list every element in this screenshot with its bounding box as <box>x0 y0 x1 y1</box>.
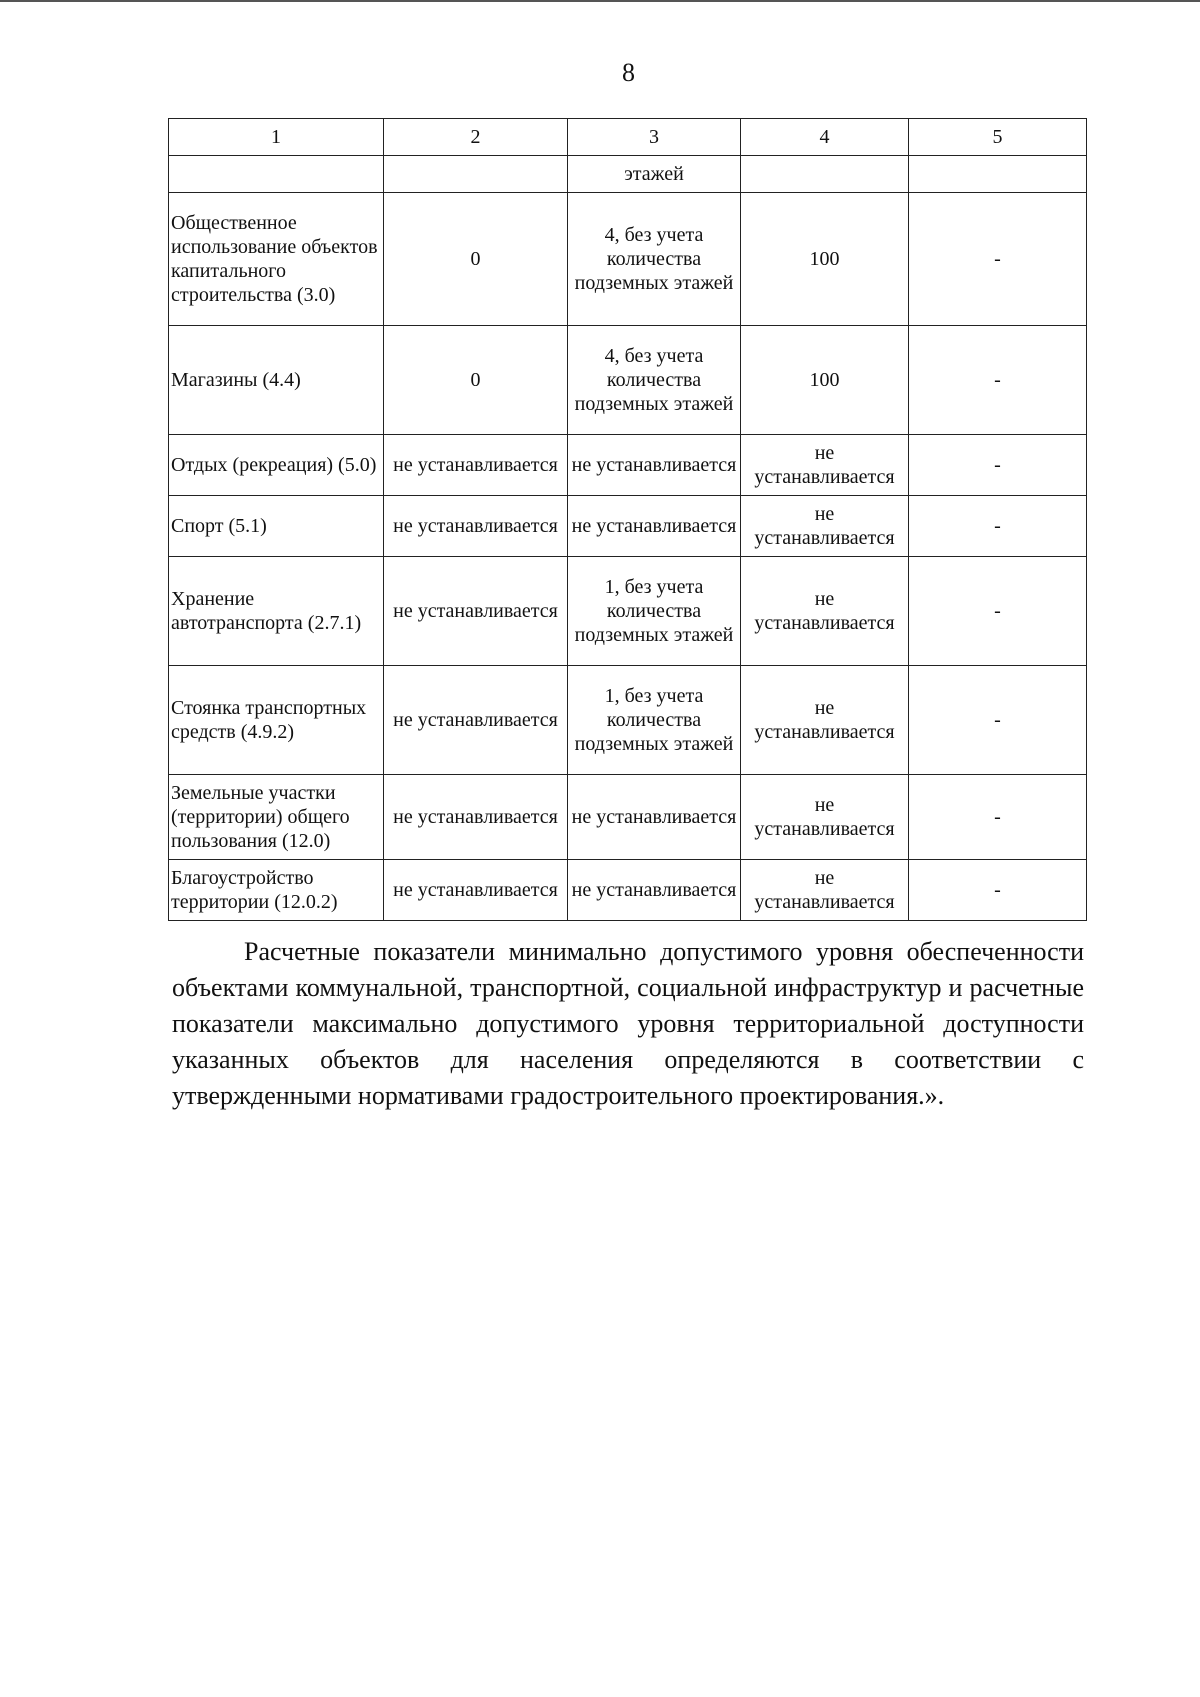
table-cell: не устанавливается <box>741 775 909 860</box>
page-number: 8 <box>622 58 635 87</box>
header-cell: 3 <box>568 119 741 156</box>
table-row <box>169 435 1087 496</box>
parameters-table <box>168 118 1087 921</box>
table-row <box>169 557 1087 666</box>
table-cell: - <box>909 666 1087 775</box>
table-row <box>169 666 1087 775</box>
table-cell: 0 <box>384 193 568 326</box>
header-cell: 5 <box>909 119 1087 156</box>
table-cell: не устанавливается <box>741 557 909 666</box>
header-cell: 2 <box>384 119 568 156</box>
table-row <box>169 775 1087 860</box>
table-cell: этажей <box>568 156 741 193</box>
table-cell: - <box>909 496 1087 557</box>
table-cell: 100 <box>741 193 909 326</box>
table-header-row <box>169 119 1087 156</box>
header-cell: 1 <box>169 119 384 156</box>
table-cell: не устанавливается <box>568 435 741 496</box>
table-cell-use-type: Магазины (4.4) <box>169 326 384 435</box>
table-cell: 1, без учета количества подземных этажей <box>568 666 741 775</box>
table-cell-use-type: Стоянка транспортных средств (4.9.2) <box>169 666 384 775</box>
table-cell: 4, без учета количества подземных этажей <box>568 326 741 435</box>
table-row <box>169 193 1087 326</box>
table-cell: не устанавливается <box>741 496 909 557</box>
table-cell-use-type: Спорт (5.1) <box>169 496 384 557</box>
table-row <box>169 496 1087 557</box>
page-top-edge <box>0 0 1200 2</box>
table-row-continuation <box>169 156 1087 193</box>
table-cell: - <box>909 435 1087 496</box>
table-row <box>169 326 1087 435</box>
table-cell: - <box>909 557 1087 666</box>
table-cell: 100 <box>741 326 909 435</box>
table-cell: не устанавливается <box>741 666 909 775</box>
table-cell: 0 <box>384 326 568 435</box>
table-cell: не устанавливается <box>384 666 568 775</box>
table-cell: 4, без учета количества подземных этажей <box>568 193 741 326</box>
table-cell: - <box>909 775 1087 860</box>
table-cell <box>741 156 909 193</box>
table-cell: не устанавливается <box>384 496 568 557</box>
table-cell: не устанавливается <box>568 496 741 557</box>
table-cell-use-type: Хранение автотранспорта (2.7.1) <box>169 557 384 666</box>
table-cell-use-type: Земельные участки (территории) общего пользования (12.0) <box>169 775 384 860</box>
table-cell-use-type: Отдых (рекреация) (5.0) <box>169 435 384 496</box>
table-cell <box>384 156 568 193</box>
table-cell: не устанавливается <box>741 860 909 921</box>
table-cell: не устанавливается <box>384 435 568 496</box>
table-cell: - <box>909 193 1087 326</box>
table-cell <box>909 156 1087 193</box>
table-cell-use-type: Благоустройство территории (12.0.2) <box>169 860 384 921</box>
table-cell: не устанавливается <box>741 435 909 496</box>
table-cell: - <box>909 860 1087 921</box>
table-cell: не устанавливается <box>568 775 741 860</box>
table-row <box>169 860 1087 921</box>
table-cell: 1, без учета количества подземных этажей <box>568 557 741 666</box>
body-paragraph: Расчетные показатели минимально допустимого уровня обеспеченности объектами коммунальной, транспортной, социальной инфраструктур и расчетные показатели максимально допустимого уровня территориальной доступности указанных объектов для населения определяются в соответствии с утвержденными нормативами градостроительного проектирования.». <box>172 937 1084 1110</box>
table-cell: не устанавливается <box>568 860 741 921</box>
header-cell: 4 <box>741 119 909 156</box>
table-cell: не устанавливается <box>384 775 568 860</box>
table-cell: не устанавливается <box>384 860 568 921</box>
table-cell <box>169 156 384 193</box>
table-cell-use-type: Общественное использование объектов капитального строительства (3.0) <box>169 193 384 326</box>
table-cell: не устанавливается <box>384 557 568 666</box>
table-cell: - <box>909 326 1087 435</box>
